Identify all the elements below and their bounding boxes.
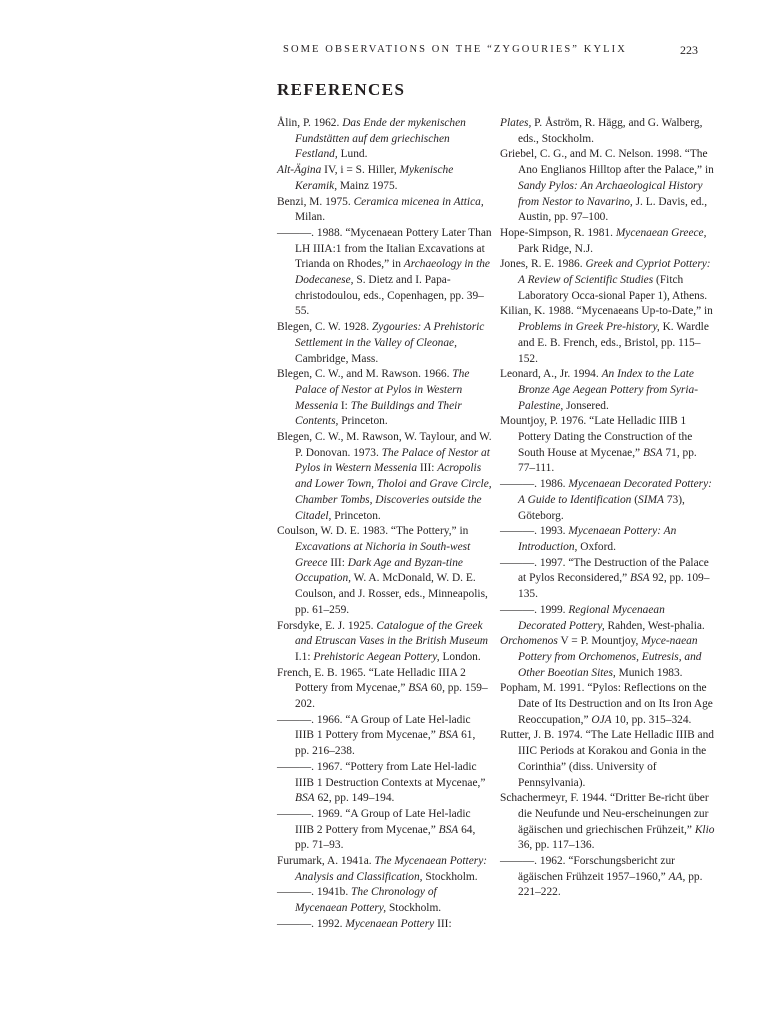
reference-title: Mycenaean Pottery <box>345 917 435 930</box>
reference-title: OJA <box>591 713 612 726</box>
reference-entry <box>500 854 715 901</box>
reference-title: Mykenische Keramik, <box>295 164 454 192</box>
reference-text: Lund. <box>337 148 368 161</box>
reference-title: Regional Mycenaean Decorated Pottery, <box>518 603 665 632</box>
reference-text: 92, pp. 109–135. <box>518 572 710 601</box>
reference-text: Forsdyke, E. J. 1925. <box>277 619 377 632</box>
running-head: SOME OBSERVATIONS ON THE “ZYGOURIES” KYLIX <box>283 44 627 55</box>
reference-text: S. Dietz and I. Papa-christodoulou, eds., Copenhagen, pp. 39–55. <box>295 274 484 318</box>
reference-title: An Index to the Late Bronze Age Aegean Pottery from Syria-Palestine, <box>518 368 698 412</box>
reference-text: Park Ridge, N.J. <box>518 242 593 255</box>
reference-text: ———. 1997. “The Destruction of the Palace at Pylos Reconsidered,” <box>500 556 709 585</box>
reference-text: Munich 1983. <box>615 666 683 679</box>
reference-text: III: <box>327 556 348 569</box>
reference-text: Blegen, C. W. 1928. <box>277 321 372 334</box>
reference-entry <box>500 116 715 147</box>
reference-text: Jonsered. <box>563 399 609 412</box>
reference-text: ———. 1969. “A Group of Late Hel-ladic IIIB 2 Pottery from Mycenae,” <box>277 807 471 836</box>
reference-text: 64, pp. 71–93. <box>295 823 476 852</box>
reference-entry <box>500 603 715 634</box>
reference-text: Griebel, C. G., and M. C. Nelson. 1998. “The Ano Englianos Hilltop after the Palace,” in <box>500 148 714 177</box>
reference-text: Leonard, A., Jr. 1994. <box>500 368 602 381</box>
reference-entry <box>500 524 715 555</box>
reference-text: Blegen, C. W., and M. Rawson. 1966. <box>277 368 453 381</box>
reference-entry <box>277 917 492 933</box>
reference-entry <box>500 791 715 854</box>
reference-entry <box>500 681 715 728</box>
reference-text: Coulson, W. D. E. 1983. “The Pottery,” in <box>277 525 469 538</box>
reference-text: 60, pp. 159–202. <box>295 682 488 711</box>
reference-entry <box>500 304 715 367</box>
reference-title: Plates, <box>500 117 532 129</box>
reference-text: French, E. B. 1965. “Late Helladic IIIA 2 Pottery from Mycenae,” <box>277 666 466 695</box>
reference-title: Orchomenos <box>500 635 558 648</box>
reference-title: Sandy Pylos: An Archaeological History from Nestor to Navarino, <box>518 179 703 208</box>
reference-title: BSA <box>438 823 459 836</box>
reference-title: The Buildings and Their Contents, <box>295 399 462 428</box>
reference-text: J. L. Davis, ed., Austin, pp. 97–100. <box>518 195 708 224</box>
reference-text: Blegen, C. W., M. Rawson, W. Taylour, and W. P. Donovan. 1973. <box>277 431 492 459</box>
reference-title: Acropolis and Lower Town, Tholoi and Grave Circle, Chamber Tombs, Discoveries outside the Citadel, <box>295 462 492 522</box>
reference-entry <box>277 713 492 760</box>
reference-entry <box>500 367 715 414</box>
reference-text: ———. 1966. “A Group of Late Hel-ladic IIIB 1 Pottery from Mycenae,” <box>277 713 471 742</box>
reference-title: BSA <box>295 792 315 805</box>
references-right-column <box>500 116 715 901</box>
reference-entry <box>277 619 492 666</box>
page-number: 223 <box>680 43 698 57</box>
reference-text: Popham, M. 1991. “Pylos: Reflections on the Date of Its Destruction and on Its Iron Age Reoccupation,” <box>500 682 713 726</box>
reference-text: pp. 221–222. <box>518 870 703 899</box>
references-left-column <box>277 116 492 933</box>
reference-entry <box>277 430 492 524</box>
reference-entry <box>277 320 492 367</box>
reference-entry <box>500 477 715 524</box>
reference-title: Klio <box>694 823 715 836</box>
reference-title: Catalogue of the Greek and Etruscan Vases in the British Museum <box>295 619 488 648</box>
reference-entry <box>500 257 715 304</box>
reference-text: ———. 1993. <box>500 525 569 538</box>
reference-title: AA, <box>668 870 686 883</box>
reference-entry <box>500 728 715 791</box>
reference-text: Milan. <box>295 211 326 224</box>
reference-text: Rahden, West-phalia. <box>604 619 705 632</box>
reference-text: ———. 1988. “Mycenaean Pottery Later Than LH IIIA:1 from the Italian Excavations at Trianda on Rhodes,” in <box>277 226 492 271</box>
reference-entry <box>277 226 492 320</box>
reference-text: III: <box>417 462 438 475</box>
reference-title: Archaeology in the Dodecanese, <box>295 258 490 287</box>
reference-text: V = P. Mountjoy, <box>557 635 642 648</box>
reference-title: The Chronology of Mycenaean Pottery, <box>295 886 437 915</box>
reference-text: ———. 1967. “Pottery from Late Hel-ladic IIIB 1 Destruction Contexts at Mycenae,” <box>277 760 486 789</box>
reference-title: Alt-Ägina <box>277 164 322 177</box>
reference-entry <box>277 195 492 226</box>
reference-title: Das Ende der mykenischen Fundstätten auf dem griechischen Festland, <box>295 117 466 161</box>
reference-title: Mycenaean Pottery: An Introduction, <box>518 525 677 553</box>
reference-text: 71, pp. 77–111. <box>518 446 697 475</box>
reference-text: Mainz 1975. <box>337 179 398 192</box>
reference-text: ———. 1986. <box>500 478 569 491</box>
reference-title: BSA <box>642 446 663 459</box>
reference-entry <box>277 854 492 885</box>
reference-text: ———. 1941b. <box>277 886 352 899</box>
reference-title: BSA <box>629 572 650 585</box>
reference-text: ———. 1992. <box>277 917 346 930</box>
reference-text: Jones, R. E. 1986. <box>500 258 586 271</box>
reference-text: 36, pp. 117–136. <box>518 839 595 852</box>
reference-text: ———. 1962. “Forschungsbericht zur ägäischen Frühzeit 1957–1960,” <box>500 855 675 883</box>
section-title: REFERENCES <box>277 80 406 99</box>
reference-title: Zygouries: A Prehistoric Settlement in the Valley of Cleonae, <box>295 321 485 349</box>
reference-title: The Palace of Nestor at Pylos in Western Messenia <box>295 368 470 412</box>
reference-text: W. A. McDonald, W. D. E. Coulson, and J. Rosser, eds., Minneapolis, pp. 61–259. <box>295 572 488 616</box>
reference-entry <box>277 163 492 194</box>
reference-title: Mycenaean Decorated Pottery: A Guide to Identification <box>518 478 712 506</box>
reference-entry <box>500 147 715 226</box>
reference-text: Schachermeyr, F. 1944. “Dritter Be-richt über die Neufunde und Neu-erscheinungen zur ägäischen und griechischen Frühzeit,” <box>500 792 709 836</box>
reference-title: SIMA <box>638 493 664 506</box>
reference-title: The Palace of Nestor at Pylos in Western Messenia <box>295 446 490 475</box>
reference-text: Mountjoy, P. 1976. “Late Helladic IIIB 1 Pottery Dating the Construction of the South House at Mycenae,” <box>500 415 693 459</box>
reference-text: (Fitch Laboratory Occa-sional Paper 1), Athens. <box>518 274 708 302</box>
reference-entry <box>277 666 492 713</box>
reference-text: Benzi, M. 1975. <box>277 195 354 208</box>
reference-text: I: <box>338 399 351 412</box>
reference-text: 61, pp. 216–238. <box>295 729 476 758</box>
reference-text: Stockholm. <box>386 902 442 915</box>
reference-text: K. Wardle and E. B. French, eds., Bristol, pp. 115–152. <box>518 321 709 365</box>
reference-text: Cambridge, Mass. <box>295 352 379 365</box>
reference-text: III: <box>434 917 452 930</box>
reference-text: Stockholm. <box>422 870 478 883</box>
reference-title: Dark Age and Byzan-tine Occupation, <box>295 556 463 585</box>
reference-text: Princeton. <box>331 509 381 522</box>
reference-title: Myce-naean Pottery from Orchomenos, Eutresis, and Other Boeotian Sites, <box>518 635 702 679</box>
reference-entry <box>500 414 715 477</box>
reference-entry <box>500 556 715 603</box>
reference-entry <box>277 524 492 618</box>
reference-title: Problems in Greek Pre-history, <box>518 321 660 334</box>
reference-entry <box>277 367 492 430</box>
reference-text: 73), Göteborg. <box>518 493 685 522</box>
reference-text: I.1: <box>295 650 314 663</box>
reference-text: London. <box>439 650 481 663</box>
reference-text: ( <box>631 493 639 506</box>
reference-text: Kilian, K. 1988. “Mycenaeans Up-to-Date,” in <box>500 305 713 318</box>
reference-title: Greek and Cypriot Pottery: A Review of Scientific Studies <box>518 258 711 287</box>
reference-text: ———. 1999. <box>500 603 569 616</box>
reference-text: 62, pp. 149–194. <box>314 792 395 805</box>
reference-title: Ceramica micenea in Attica, <box>353 195 484 208</box>
reference-text: Furumark, A. 1941a. <box>277 855 375 868</box>
reference-text: Ålin, P. 1962. <box>277 117 343 129</box>
reference-text: IV, i = S. Hiller, <box>321 164 400 177</box>
reference-text: Princeton. <box>338 415 388 428</box>
reference-text: Hope-Simpson, R. 1981. <box>500 226 616 239</box>
reference-title: BSA <box>438 729 459 742</box>
reference-text: Oxford. <box>577 540 616 553</box>
reference-title: The Mycenaean Pottery: Analysis and Classification, <box>295 855 488 883</box>
reference-entry <box>277 760 492 807</box>
reference-title: Excavations at Nichoria in South-west Greece <box>295 540 471 569</box>
reference-title: BSA <box>408 682 428 695</box>
reference-text: P. Åström, R. Hägg, and G. Walberg, eds., Stockholm. <box>518 117 703 145</box>
reference-entry <box>500 226 715 257</box>
reference-entry <box>277 885 492 916</box>
reference-text: 10, pp. 315–324. <box>611 713 692 726</box>
reference-title: Mycenaean Greece, <box>615 226 707 239</box>
reference-entry <box>277 116 492 163</box>
reference-entry <box>277 807 492 854</box>
reference-text: Rutter, J. B. 1974. “The Late Helladic IIIB and IIIC Periods at Korakou and Gonia in the Corinthia” (diss. University of Pennsylvania). <box>500 729 715 789</box>
reference-entry <box>500 634 715 681</box>
reference-title: Prehistoric Aegean Pottery, <box>313 650 440 663</box>
